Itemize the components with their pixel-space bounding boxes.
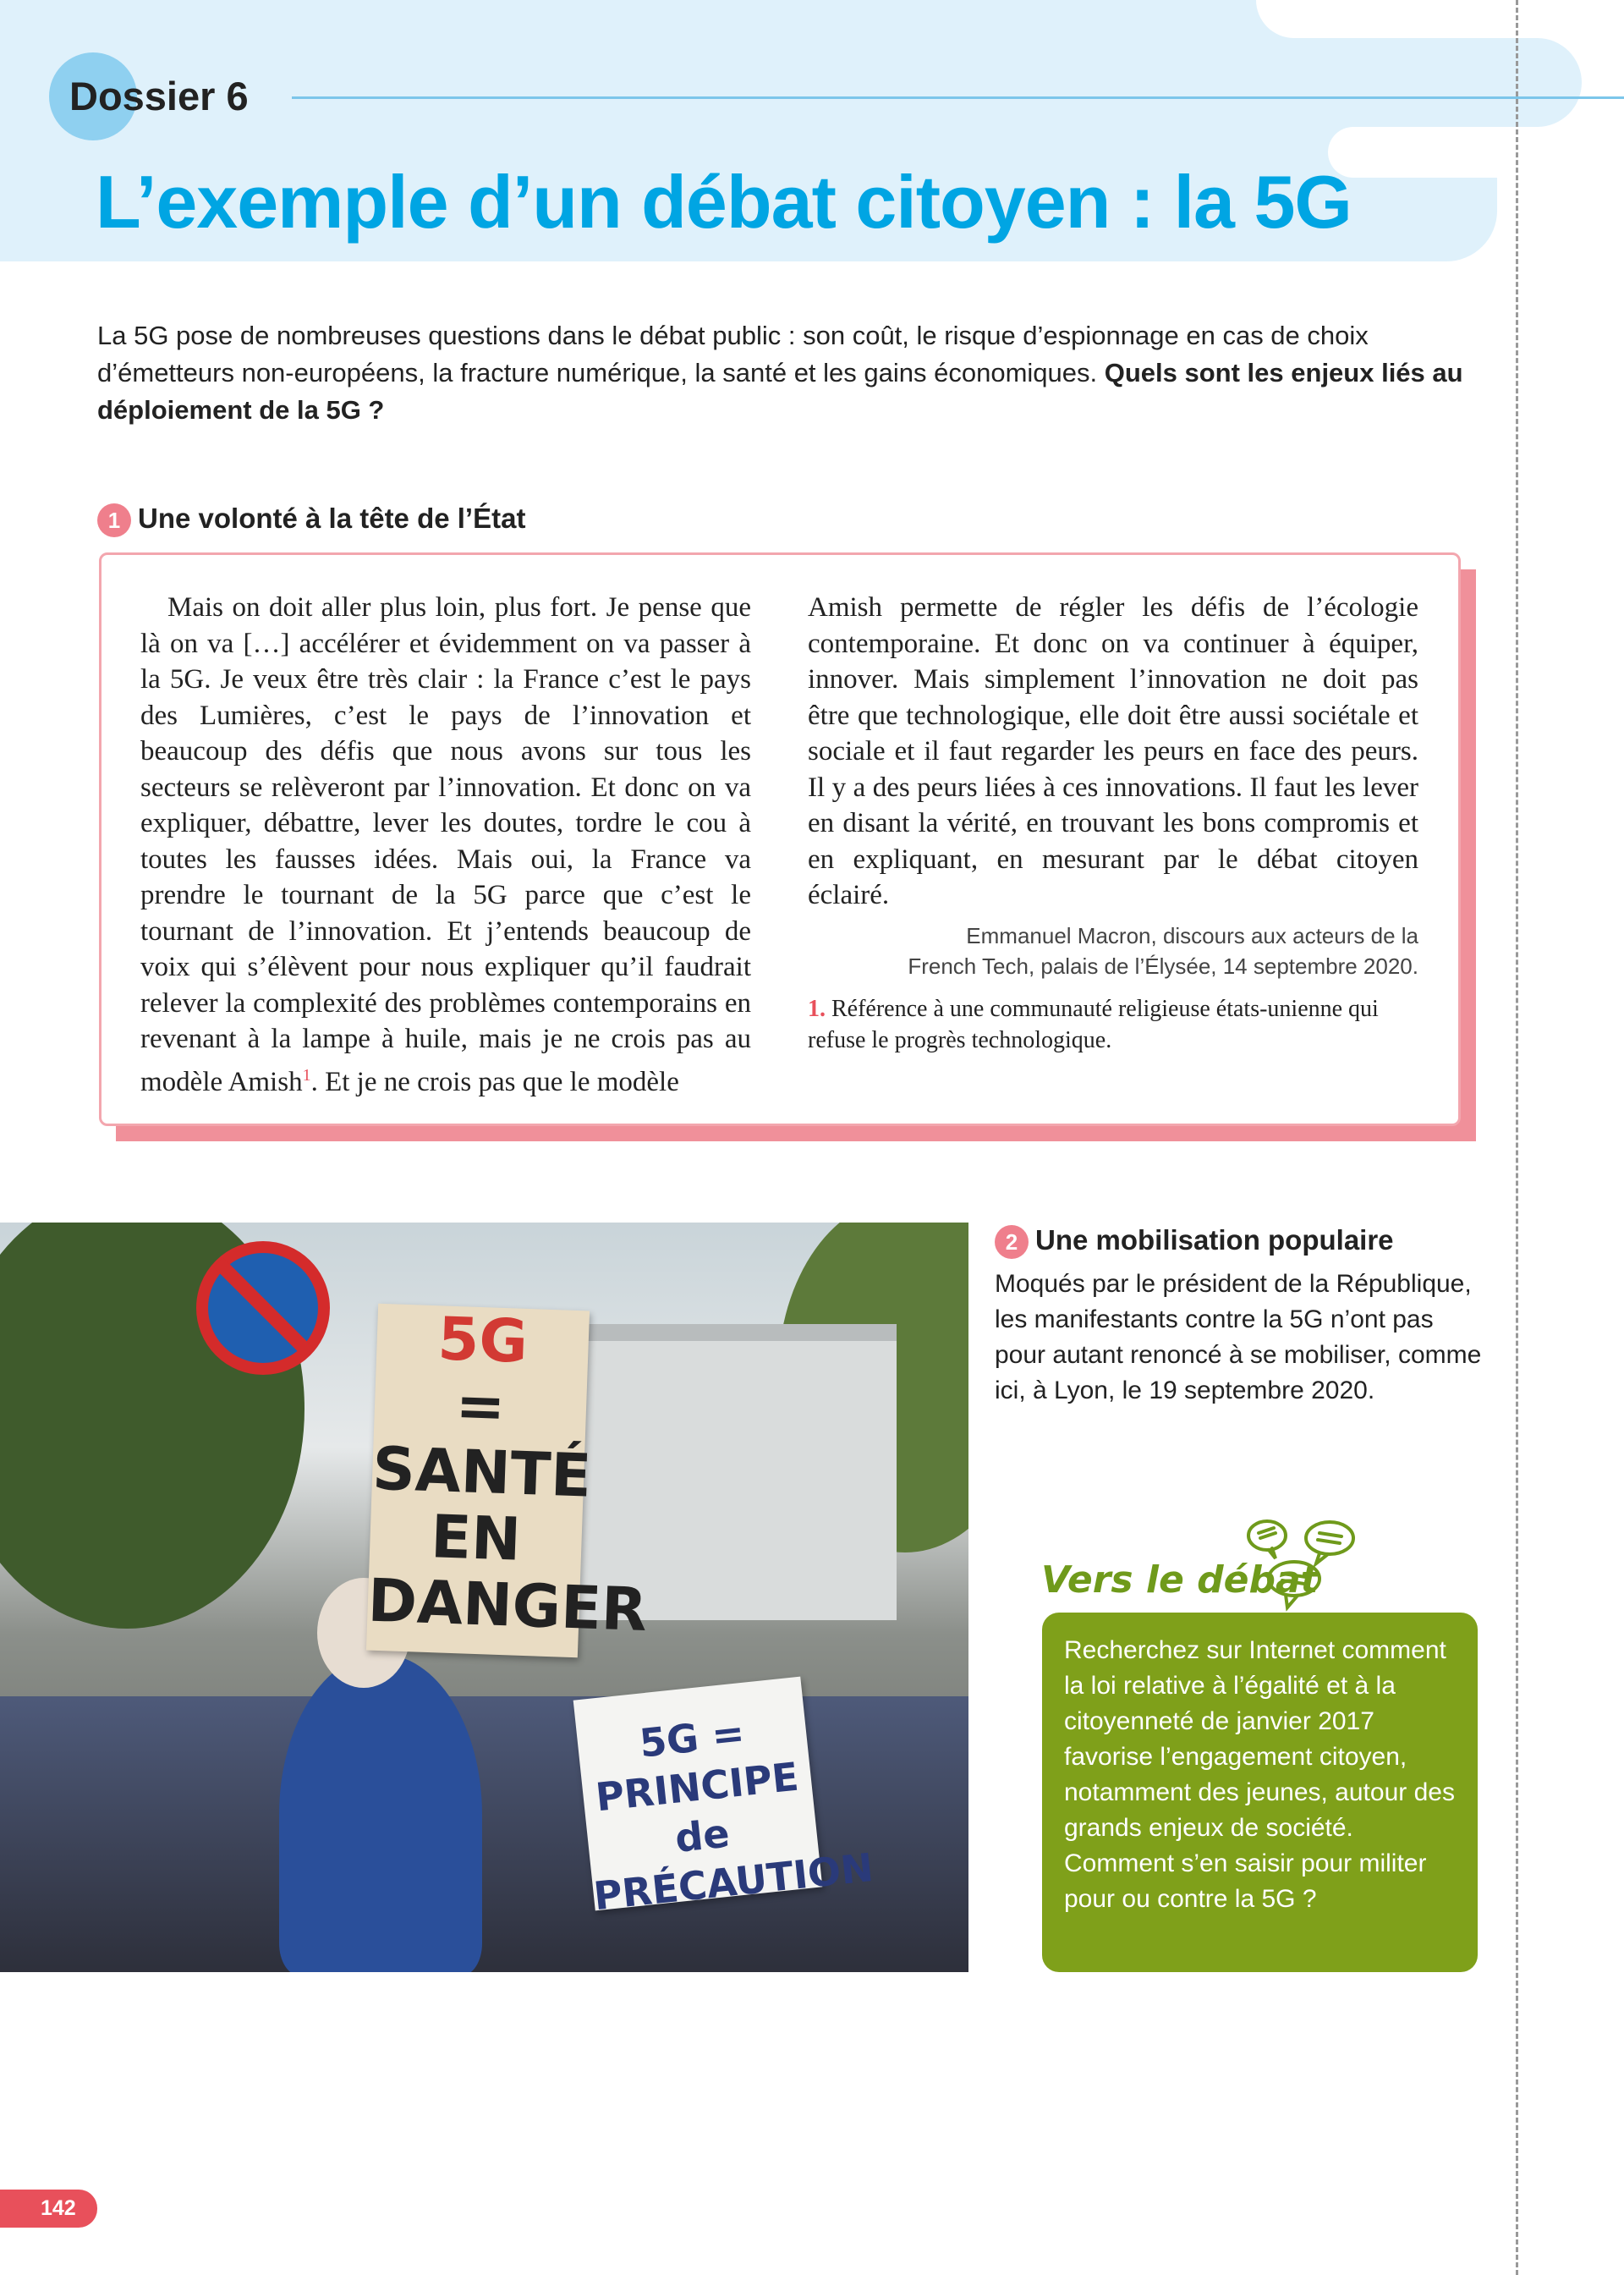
sign-text: SANTÉ EN DANGER [366, 1433, 649, 1646]
header-rule [292, 96, 1624, 99]
no-parking-sign [196, 1241, 330, 1375]
sign-text: = [454, 1371, 507, 1442]
header-decoration [1256, 0, 1594, 38]
quote-text: Amish permette de régler les défis de l’écologie contemporaine. Et donc on va continuer à équiper, innover. Mais simplement l’innovation ne doit pas être que technologique, elle doit être aussi sociétale et sociale et il faut regarder les peurs en face des peurs. Il y a des peurs liées à ces innovations. Il faut les lever en disant la vérité, en trouvant les bons compromis et en expliquant, en mesurant par le débat citoyen éclairé. [808, 592, 1418, 910]
page-number: 142 [0, 2190, 97, 2228]
debate-title: Vers le débat [1041, 1558, 1319, 1602]
footnote-text: Référence à une communauté religieuse états-unienne qui refuse le progrès technologique. [808, 995, 1379, 1053]
photo-person [279, 1654, 482, 1972]
source-line: French Tech, palais de l’Élysée, 14 septembre 2020. [908, 953, 1418, 979]
protest-sign-precaution [573, 1677, 875, 1920]
intro-question: Quels sont les enjeux liés au déploiement de la 5G ? [97, 358, 1463, 425]
dossier-label: Dossier 6 [69, 74, 249, 118]
footnote [808, 993, 1418, 1056]
footnote-number: 1. [808, 995, 826, 1022]
quote-text: Mais on doit aller plus loin, plus fort. Je pense que là on va […] accélérer et évidemment on va passer à la 5G. Je veux être très clair : la France c’est le pays des Lumières, c’est le pays de l’innovation et beaucoup des défis que nous avons sur tous les secteurs se relèveront par l’innovation. Et donc on va expliquer, débattre, lever les doutes, tordre le cou à toutes les fausses idées. Mais oui, la France va prendre le tournant de la 5G parce que c’est le tournant de l’innovation. Et j’entends beaucoup de voix qui s’élèvent pour nous expliquer qu’il faudrait relever la complexité des problèmes contemporains en revenant à la lampe à huile, mais je ne crois pas au modèle Amish [140, 592, 751, 1097]
quote-text: . Et je ne crois pas que le modèle [310, 1066, 679, 1097]
doc2-title: Une mobilisation populaire [1035, 1224, 1394, 1256]
sign-text: 5G [436, 1304, 529, 1377]
doc2-number: 2 [995, 1225, 1029, 1259]
photo-crowd [0, 1696, 968, 1972]
intro-paragraph [97, 317, 1478, 429]
intro-text: La 5G pose de nombreuses questions dans le débat public : son coût, le risque d’espionnage en cas de choix d’émetteurs non-européens, la fracture numérique, la santé et les gains économiques. [97, 321, 1369, 387]
page-cut-line [1516, 0, 1518, 2275]
protest-photo [0, 1223, 968, 1972]
quote-source [808, 920, 1418, 981]
doc1-title: Une volonté à la tête de l’État [138, 503, 526, 534]
doc1-column-2 [808, 590, 1418, 1056]
header-decoration [1328, 127, 1539, 178]
doc1-column-1 [140, 590, 751, 1100]
doc1-number: 1 [97, 503, 131, 537]
source-line: Emmanuel Macron, discours aux acteurs de la [966, 922, 1418, 948]
protest-sign-sante [366, 1304, 649, 1657]
doc2-caption: Moqués par le président de la République, les manifestants contre la 5G n’ont pas pour autant renoncé à se mobiliser, comme ici, à Lyon, le 19 septembre 2020. [995, 1270, 1482, 1404]
page-title: L’exemple d’un débat citoyen : la 5G [96, 160, 1352, 244]
footnote-ref: 1 [302, 1065, 311, 1085]
doc1-heading [97, 503, 525, 537]
header-decoration [1256, 38, 1582, 127]
sign-text: 5G = PRINCIPE de PRÉCAUTION [591, 1710, 875, 1920]
doc2-heading [995, 1224, 1394, 1259]
debate-box: Recherchez sur Internet comment la loi relative à l’égalité et à la citoyenneté de janvier 2017 favorise l’engagement citoyen, notamment des jeunes, autour des grands enjeux de société. Comment s’en saisir pour militer pour ou contre la 5G ? [1042, 1613, 1478, 1972]
